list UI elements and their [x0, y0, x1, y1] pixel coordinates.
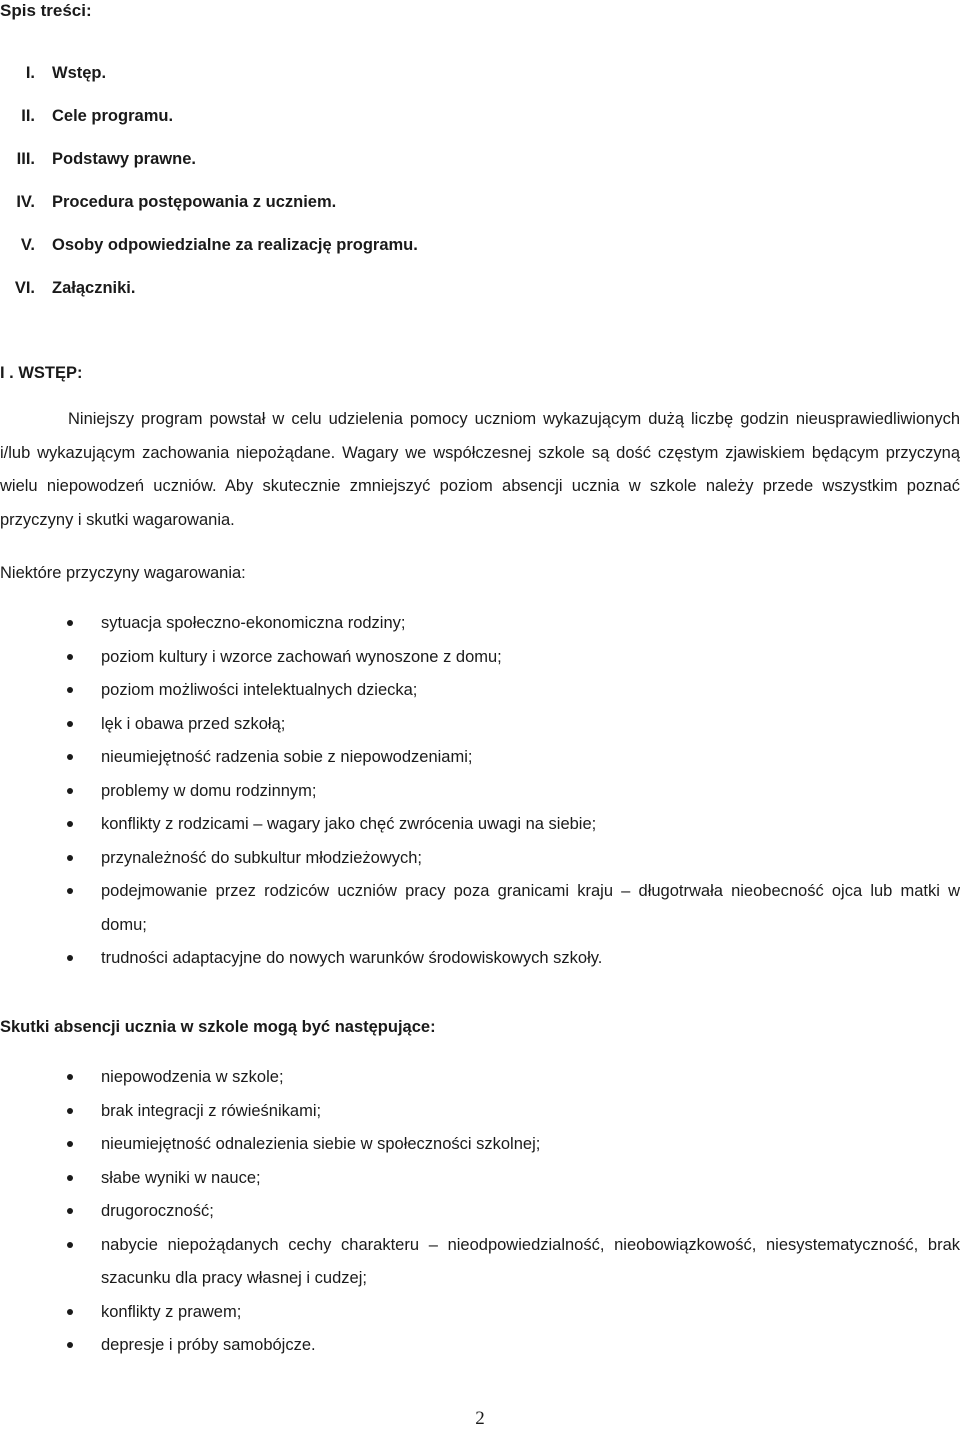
effects-heading: Skutki absencji ucznia w szkole mogą być następujące:: [0, 1018, 436, 1036]
bullet-icon: [67, 754, 73, 760]
list-item: [0, 607, 960, 641]
intro-paragraph: Niniejszy program powstał w celu udzielenia pomocy uczniom wykazującym dużą liczbę godzin nieusprawiedliwionych i/lub wykazującym zachowania niepożądane. Wagary we współczesnej szkole są dość częstym zjawiskiem będącym przyczyną wielu niepowodzeń uczniów. Aby skutecznie zmniejszyć poziom absencji ucznia w szkole należy przede wszystkim poznać przyczyny i skutki wagarowania.: [0, 410, 960, 529]
list-item: [0, 1162, 960, 1196]
list-item-text: konflikty z prawem;: [101, 1302, 242, 1321]
list-item: [0, 875, 960, 942]
list-item: [0, 674, 960, 708]
toc-item-text: Cele programu.: [52, 107, 174, 125]
toc-item-text: Osoby odpowiedzialne za realizację programu.: [52, 236, 418, 254]
toc-item-number: IV.: [16, 193, 35, 211]
bullet-icon: [67, 1108, 73, 1114]
effects-list: [0, 1061, 960, 1363]
list-item-text: słabe wyniki w nauce;: [101, 1168, 261, 1187]
bullet-icon: [67, 620, 73, 626]
toc-item-text: Procedura postępowania z uczniem.: [52, 193, 337, 211]
causes-heading: Niektóre przyczyny wagarowania:: [0, 564, 246, 582]
list-item: [0, 741, 960, 775]
list-item-text: nieumiejętność radzenia sobie z niepowodzeniami;: [101, 748, 473, 766]
toc-item-number: II.: [21, 107, 35, 125]
bullet-icon: [67, 1208, 73, 1214]
list-item-text: konflikty z rodzicami – wagary jako chęć zwrócenia uwagi na siebie;: [101, 815, 597, 833]
list-item: [0, 1061, 960, 1095]
list-item-text: nabycie niepożądanych cechy charakteru – nieodpowiedzialność, nieobowiązkowość, niesystematyczność, brak szacunku dla pracy własnej i cudzej;: [101, 1235, 960, 1287]
list-item: [0, 1296, 960, 1330]
list-item-text: poziom możliwości intelektualnych dziecka;: [101, 681, 418, 699]
list-item-text: brak integracji z rówieśnikami;: [101, 1101, 322, 1120]
bullet-icon: [67, 1242, 73, 1248]
causes-list: [0, 607, 960, 976]
toc-item-text: Podstawy prawne.: [52, 150, 196, 168]
toc-item-text: Wstęp.: [52, 64, 107, 82]
list-item-text: drugoroczność;: [101, 1202, 214, 1220]
bullet-icon: [67, 1342, 73, 1348]
bullet-icon: [67, 788, 73, 794]
list-item-text: problemy w domu rodzinnym;: [101, 781, 317, 800]
list-item: [0, 775, 960, 809]
list-item: [0, 808, 960, 842]
bullet-icon: [67, 1309, 73, 1315]
list-item: [0, 1128, 960, 1162]
section-heading: I . WSTĘP:: [0, 364, 83, 382]
list-item: [0, 1329, 960, 1363]
list-item-text: przynależność do subkultur młodzieżowych;: [101, 848, 422, 867]
list-item: [0, 1229, 960, 1296]
list-item: [0, 842, 960, 876]
list-item-text: depresje i próby samobójcze.: [101, 1336, 316, 1354]
list-item: [0, 1195, 960, 1229]
list-item-text: nieumiejętność odnalezienia siebie w społeczności szkolnej;: [101, 1135, 541, 1153]
bullet-icon: [67, 687, 73, 693]
list-item-text: sytuacja społeczno-ekonomiczna rodziny;: [101, 614, 406, 632]
list-item-text: podejmowanie przez rodziców uczniów pracy poza granicami kraju – długotrwała nieobecność ojca lub matki w domu;: [101, 882, 960, 934]
bullet-icon: [67, 1074, 73, 1080]
toc-item-number: V.: [20, 236, 35, 254]
toc-title: Spis treści:: [0, 1, 92, 20]
list-item-text: trudności adaptacyjne do nowych warunków środowiskowych szkoły.: [101, 949, 603, 967]
bullet-icon: [67, 855, 73, 861]
toc-item-text: Załączniki.: [52, 279, 136, 297]
list-item-text: niepowodzenia w szkole;: [101, 1068, 284, 1086]
toc-item-number: I.: [25, 64, 35, 82]
bullet-icon: [67, 1175, 73, 1181]
list-item-text: lęk i obawa przed szkołą;: [101, 714, 286, 733]
toc-item-number: VI.: [14, 279, 35, 297]
list-item: [0, 708, 960, 742]
list-item-text: poziom kultury i wzorce zachowań wynoszone z domu;: [101, 647, 502, 666]
list-item: [0, 641, 960, 675]
bullet-icon: [67, 955, 73, 961]
page-number: 2: [475, 1408, 485, 1429]
bullet-icon: [67, 888, 73, 894]
bullet-icon: [67, 821, 73, 827]
bullet-icon: [67, 654, 73, 660]
toc-item-number: III.: [16, 150, 35, 168]
list-item: [0, 942, 960, 976]
bullet-icon: [67, 1141, 73, 1147]
bullet-icon: [67, 721, 73, 727]
list-item: [0, 1095, 960, 1129]
